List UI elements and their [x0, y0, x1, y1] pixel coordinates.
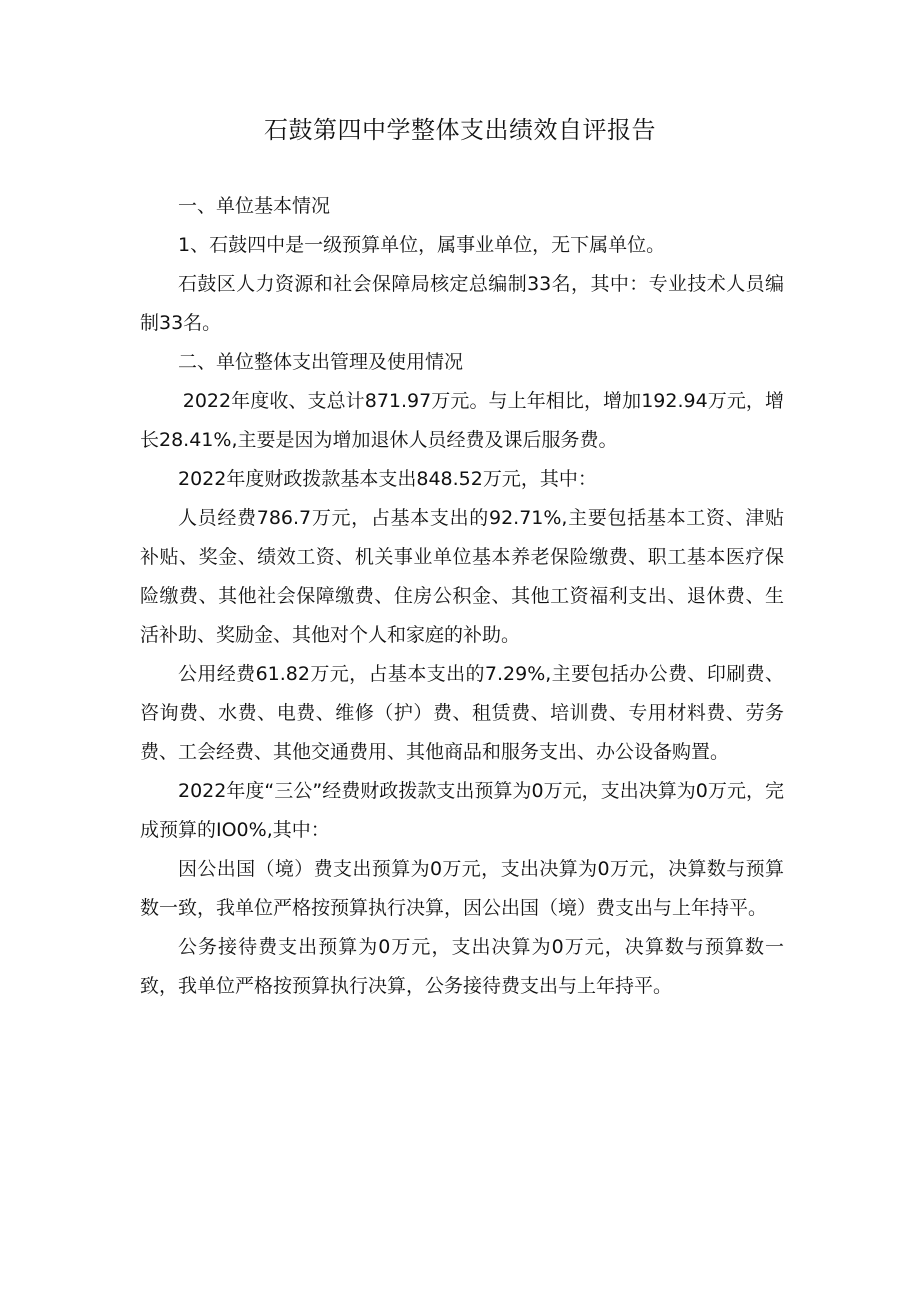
document-body	[140, 187, 784, 1006]
paragraph-overseas-travel: 因公出国（境）费支出预算为0万元，支出决算为0万元，决算数与预算数一致，我单位严格按预算执行决算，因公出国（境）费支出与上年持平。	[140, 858, 784, 919]
section-heading-expenditure-management: 二、单位整体支出管理及使用情况	[178, 351, 464, 373]
paragraph-staffing: 石鼓区人力资源和社会保障局核定总编制33名，其中：专业技术人员编制33名。	[140, 273, 784, 334]
document-title: 石鼓第四中学整体支出绩效自评报告	[264, 116, 656, 144]
paragraph-official-reception: 公务接待费支出预算为0万元，支出决算为0万元，决算数与预算数一致，我单位严格按预算执行决算，公务接待费支出与上年持平。	[140, 936, 784, 997]
section-heading-unit-basic-info: 一、单位基本情况	[178, 195, 331, 217]
paragraph-personnel-funds: 人员经费786.7万元，占基本支出的92.71%,主要包括基本工资、津贴补贴、奖金、绩效工资、机关事业单位基本养老保险缴费、职工基本医疗保险缴费、其他社会保障缴费、住房公积金、其他工资福利支出、退休费、生活补助、奖励金、其他对个人和家庭的补助。	[140, 507, 784, 646]
paragraph-three-public-funds: 2022年度“三公”经费财政拨款支出预算为0万元，支出决算为0万元，完成预算的IO0%,其中：	[140, 780, 784, 841]
paragraph-total-income-expenditure: 2022年度收、支总计871.97万元。与上年相比，增加192.94万元，增长28.41%,主要是因为增加退休人员经费及课后服务费。	[140, 390, 784, 451]
paragraph-basic-expenditure: 2022年度财政拨款基本支出848.52万元，其中：	[178, 468, 597, 490]
paragraph-public-funds: 公用经费61.82万元，占基本支出的7.29%,主要包括办公费、印刷费、咨询费、水费、电费、维修（护）费、租赁费、培训费、专用材料费、劳务费、工会经费、其他交通费用、其他商品和服务支出、办公设备购置。	[140, 663, 784, 763]
paragraph-unit-type: 1、石鼓四中是一级预算单位，属事业单位，无下属单位。	[178, 234, 666, 256]
